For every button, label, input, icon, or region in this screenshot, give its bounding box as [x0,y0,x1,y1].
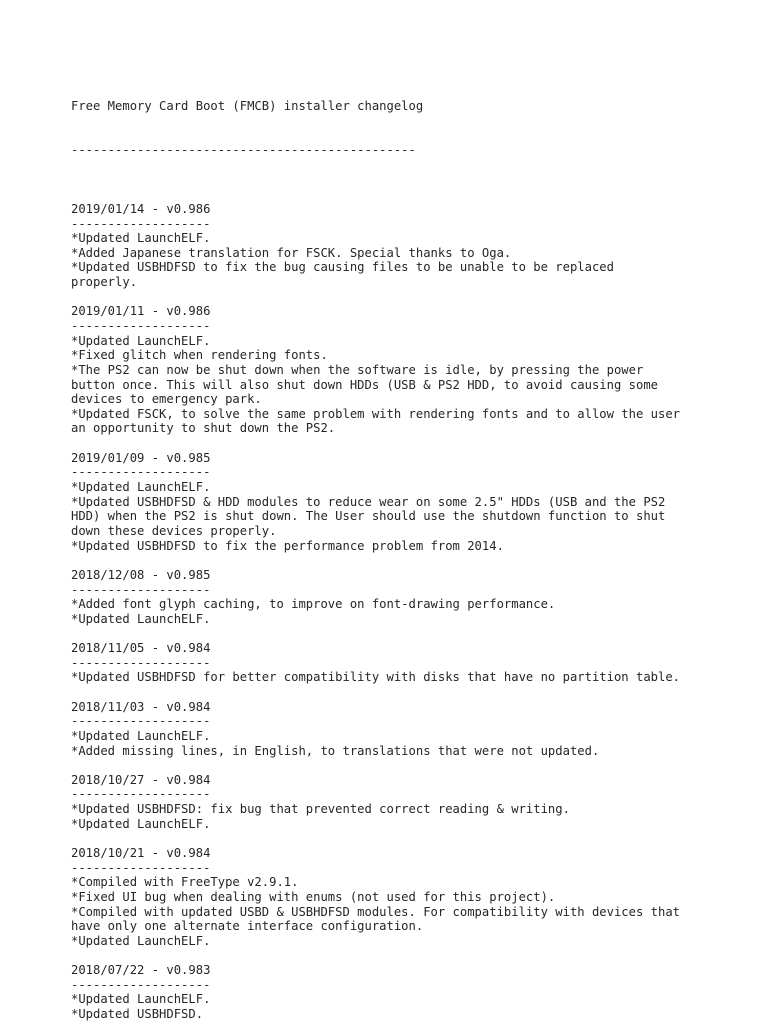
changelog-entry [71,700,731,759]
entry-line: *Updated USBHDFSD to fix the performance problem from 2014. [71,538,504,553]
entry-line: *Updated LaunchELF. [71,480,211,495]
entry-line: *Fixed glitch when rendering fonts. [71,348,328,363]
entry-line: an opportunity to shut down the PS2. [71,421,336,436]
entry-line: button once. This will also shut down HDDs (USB & PS2 HDD, to avoid causing some [71,377,658,392]
changelog-entry [71,963,731,1022]
entry-line: *Updated LaunchELF. [71,992,211,1007]
entry-line: *The PS2 can now be shut down when the software is idle, by pressing the power [71,362,644,377]
entry-rule: ------------------- [71,318,211,333]
entry-rule: ------------------- [71,216,211,231]
entry-heading: 2018/11/03 - v0.984 [71,699,211,714]
document-title: Free Memory Card Boot (FMCB) installer changelog [71,99,424,114]
changelog-entry [71,451,731,553]
changelog-entry [71,568,731,627]
entry-line: *Updated USBHDFSD. [71,1007,204,1022]
entry-line: *Added missing lines, in English, to translations that were not updated. [71,743,600,758]
entry-line: *Updated USBHDFSD for better compatibility with disks that have no partition table. [71,670,681,685]
entry-line: *Updated USBHDFSD & HDD modules to reduce wear on some 2.5" HDDs (USB and the PS2 [71,494,666,509]
entry-line: devices to emergency park. [71,392,262,407]
entry-line: have only one alternate interface configuration. [71,919,424,934]
entry-line: *Added font glyph caching, to improve on font-drawing performance. [71,597,556,612]
changelog-entry [71,641,731,685]
entry-line: *Updated LaunchELF. [71,333,211,348]
entry-rule: ------------------- [71,655,211,670]
entry-rule: ------------------- [71,714,211,729]
changelog-entry [71,304,731,436]
entry-line: *Compiled with updated USBD & USBHDFSD modules. For compatibility with devices that [71,904,681,919]
entry-rule: ------------------- [71,977,211,992]
changelog-entry [71,202,731,290]
entry-line: properly. [71,275,138,290]
entry-rule: ------------------- [71,582,211,597]
entry-line: HDD) when the PS2 is shut down. The User should use the shutdown function to shut [71,509,666,524]
changelog-entry [71,773,731,832]
entry-line: *Updated LaunchELF. [71,816,211,831]
entry-heading: 2018/07/22 - v0.983 [71,963,211,978]
entry-line: *Added Japanese translation for FSCK. Special thanks to Oga. [71,245,512,260]
entry-rule: ------------------- [71,787,211,802]
title-rule: ----------------------------------------------- [71,143,416,158]
entry-line: down these devices properly. [71,523,277,538]
entry-line: *Updated FSCK, to solve the same problem with rendering fonts and to allow the user [71,406,681,421]
entry-rule: ------------------- [71,860,211,875]
entry-heading: 2018/10/27 - v0.984 [71,772,211,787]
entry-rule: ------------------- [71,465,211,480]
entry-line: *Updated LaunchELF. [71,933,211,948]
entry-list [71,202,731,1022]
entry-line: *Updated LaunchELF. [71,611,211,626]
entry-line: *Fixed UI bug when dealing with enums (not used for this project). [71,889,556,904]
entry-line: *Updated USBHDFSD: fix bug that prevented correct reading & writing. [71,802,570,817]
entry-line: *Updated LaunchELF. [71,231,211,246]
entry-line: *Compiled with FreeType v2.9.1. [71,875,299,890]
entry-heading: 2018/10/21 - v0.984 [71,846,211,861]
changelog-document [71,70,731,1036]
changelog-entry [71,846,731,948]
entry-heading: 2019/01/14 - v0.986 [71,201,211,216]
entry-heading: 2018/12/08 - v0.985 [71,567,211,582]
entry-line: *Updated USBHDFSD to fix the bug causing files to be unable to be replaced [71,260,614,275]
entry-line: *Updated LaunchELF. [71,728,211,743]
entry-heading: 2019/01/09 - v0.985 [71,450,211,465]
entry-heading: 2018/11/05 - v0.984 [71,641,211,656]
entry-heading: 2019/01/11 - v0.986 [71,304,211,319]
